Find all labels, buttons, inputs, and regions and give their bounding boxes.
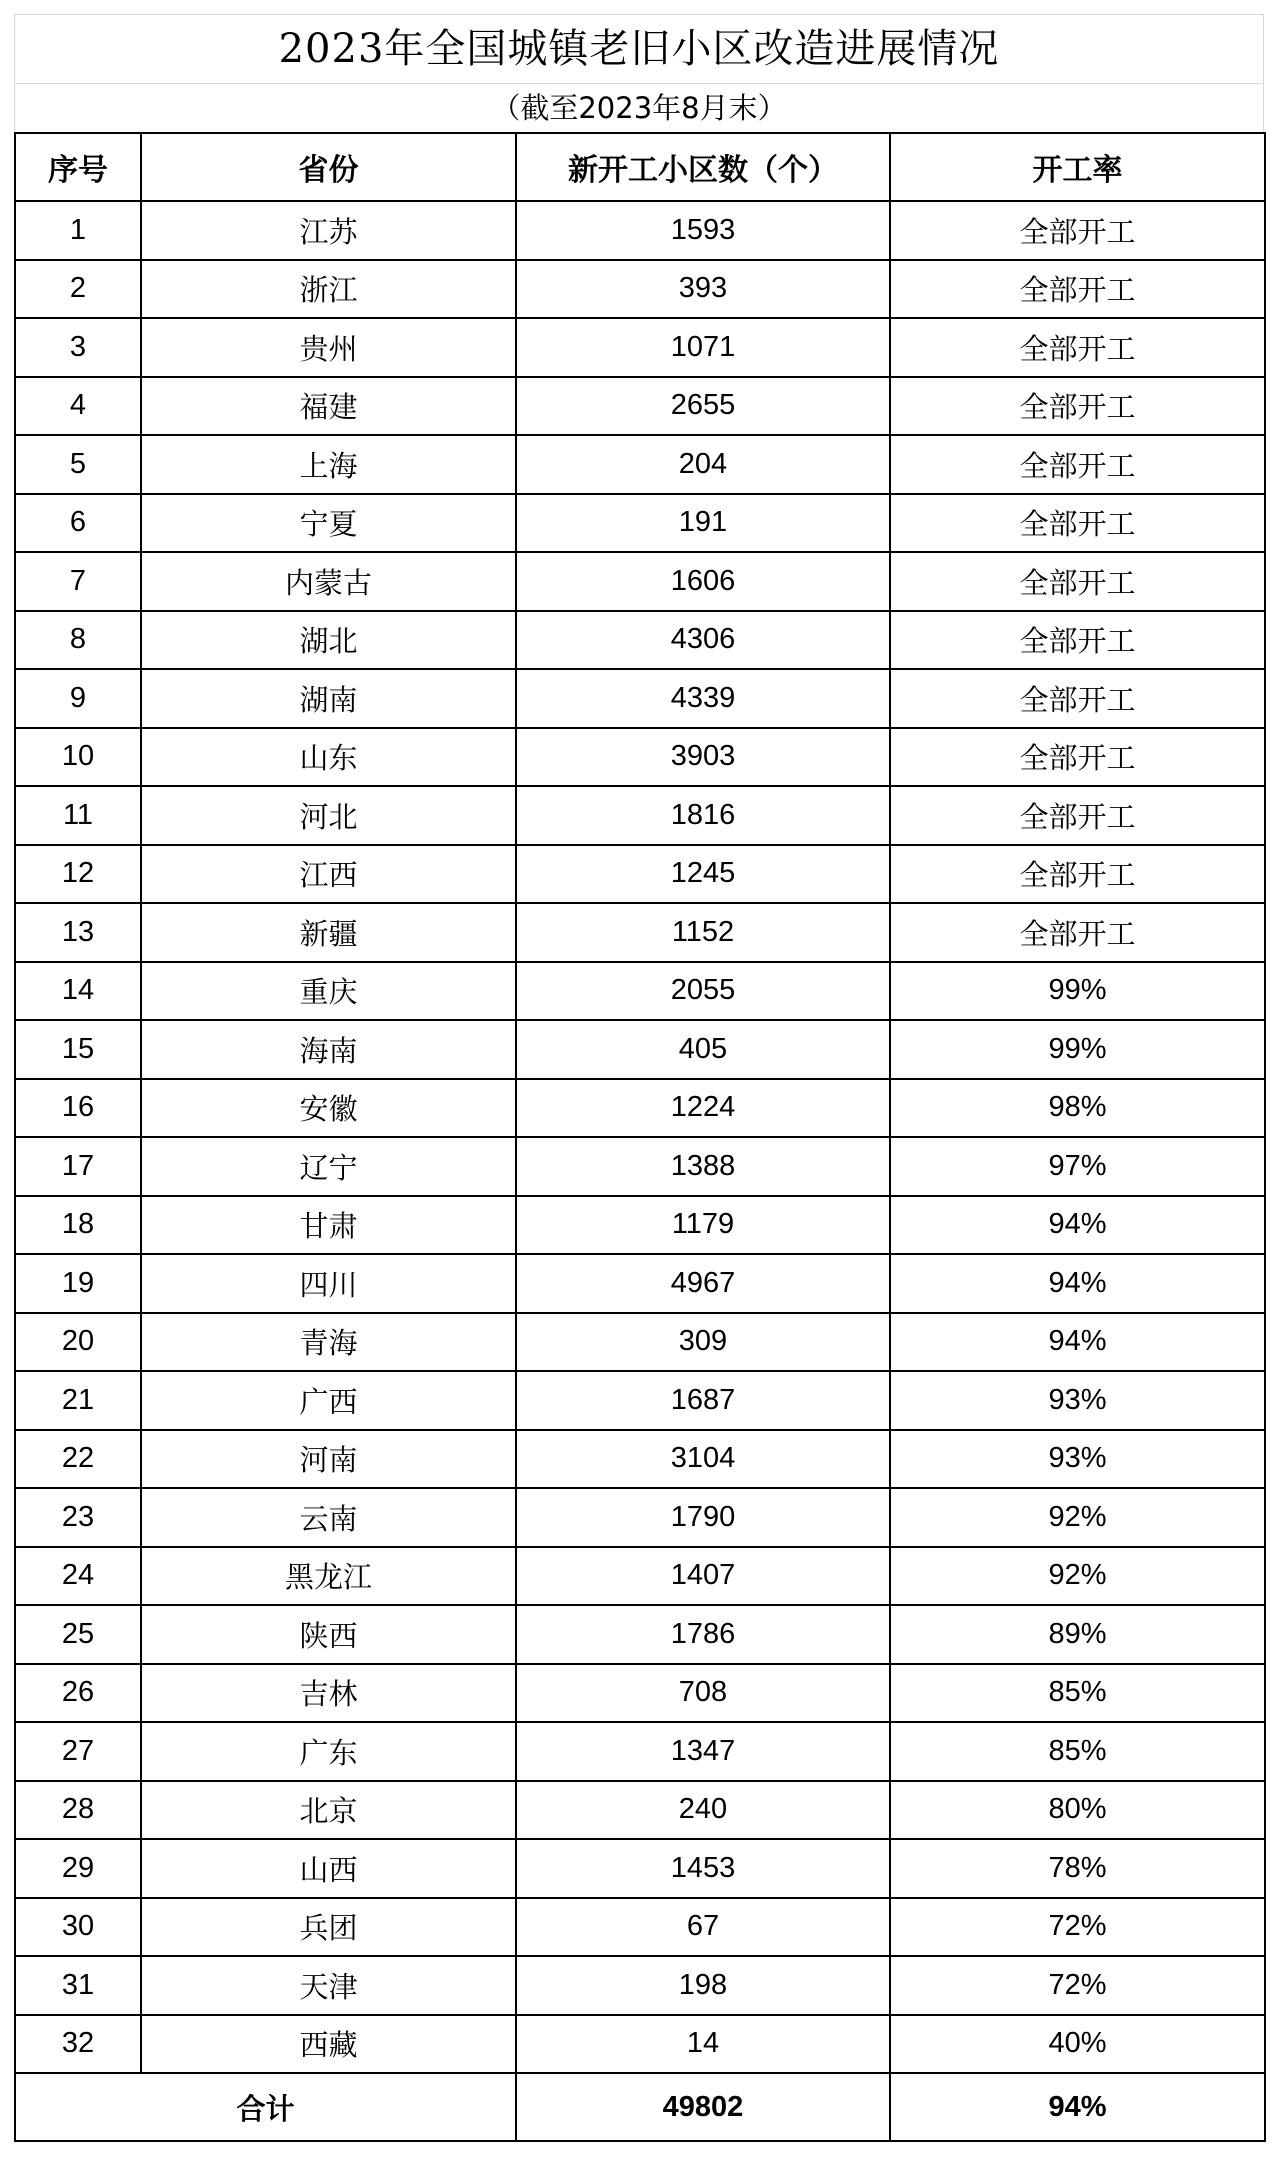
row-province: 吉林 bbox=[141, 1664, 516, 1723]
row-index: 15 bbox=[15, 1020, 141, 1079]
row-start-rate: 全部开工 bbox=[890, 318, 1265, 377]
row-index: 13 bbox=[15, 903, 141, 962]
row-province: 四川 bbox=[141, 1254, 516, 1313]
row-start-rate: 98% bbox=[890, 1079, 1265, 1138]
row-new-starts: 3104 bbox=[516, 1430, 890, 1489]
row-province: 山西 bbox=[141, 1839, 516, 1898]
row-province: 浙江 bbox=[141, 260, 516, 319]
row-new-starts: 1347 bbox=[516, 1722, 890, 1781]
row-start-rate: 72% bbox=[890, 1956, 1265, 2015]
row-index: 4 bbox=[15, 377, 141, 436]
table-row bbox=[15, 962, 1265, 1021]
table-row bbox=[15, 435, 1265, 494]
row-index: 27 bbox=[15, 1722, 141, 1781]
row-province: 西藏 bbox=[141, 2015, 516, 2074]
row-index: 29 bbox=[15, 1839, 141, 1898]
row-new-starts: 393 bbox=[516, 260, 890, 319]
row-province: 兵团 bbox=[141, 1898, 516, 1957]
row-start-rate: 94% bbox=[890, 1254, 1265, 1313]
row-new-starts: 4967 bbox=[516, 1254, 890, 1313]
row-start-rate: 97% bbox=[890, 1137, 1265, 1196]
row-start-rate: 80% bbox=[890, 1781, 1265, 1840]
row-start-rate: 78% bbox=[890, 1839, 1265, 1898]
page-subtitle: （截至2023年8月末） bbox=[491, 91, 787, 125]
row-new-starts: 1388 bbox=[516, 1137, 890, 1196]
table-row bbox=[15, 1956, 1265, 2015]
row-new-starts: 1245 bbox=[516, 845, 890, 904]
row-start-rate: 全部开工 bbox=[890, 201, 1265, 260]
table-row bbox=[15, 1605, 1265, 1664]
row-start-rate: 99% bbox=[890, 962, 1265, 1021]
row-new-starts: 1407 bbox=[516, 1547, 890, 1606]
row-start-rate: 全部开工 bbox=[890, 728, 1265, 787]
row-index: 3 bbox=[15, 318, 141, 377]
row-start-rate: 93% bbox=[890, 1430, 1265, 1489]
row-province: 贵州 bbox=[141, 318, 516, 377]
row-new-starts: 3903 bbox=[516, 728, 890, 787]
row-start-rate: 全部开工 bbox=[890, 669, 1265, 728]
row-province: 江西 bbox=[141, 845, 516, 904]
row-new-starts: 4339 bbox=[516, 669, 890, 728]
row-province: 重庆 bbox=[141, 962, 516, 1021]
row-province: 天津 bbox=[141, 1956, 516, 2015]
page-title: 2023年全国城镇老旧小区改造进展情况 bbox=[14, 14, 1264, 84]
row-start-rate: 全部开工 bbox=[890, 786, 1265, 845]
row-index: 23 bbox=[15, 1488, 141, 1547]
row-province: 广西 bbox=[141, 1371, 516, 1430]
row-index: 24 bbox=[15, 1547, 141, 1606]
row-start-rate: 85% bbox=[890, 1722, 1265, 1781]
table-row bbox=[15, 1488, 1265, 1547]
table-row bbox=[15, 494, 1265, 553]
row-new-starts: 1606 bbox=[516, 552, 890, 611]
header-province: 省份 bbox=[141, 133, 516, 201]
row-index: 26 bbox=[15, 1664, 141, 1723]
table-row bbox=[15, 845, 1265, 904]
row-new-starts: 1179 bbox=[516, 1196, 890, 1255]
row-province: 上海 bbox=[141, 435, 516, 494]
row-start-rate: 全部开工 bbox=[890, 260, 1265, 319]
row-start-rate: 全部开工 bbox=[890, 552, 1265, 611]
row-index: 30 bbox=[15, 1898, 141, 1957]
row-new-starts: 240 bbox=[516, 1781, 890, 1840]
table-row bbox=[15, 1547, 1265, 1606]
row-new-starts: 204 bbox=[516, 435, 890, 494]
table-row bbox=[15, 669, 1265, 728]
table-row bbox=[15, 552, 1265, 611]
row-index: 16 bbox=[15, 1079, 141, 1138]
row-index: 28 bbox=[15, 1781, 141, 1840]
table-row bbox=[15, 786, 1265, 845]
row-province: 宁夏 bbox=[141, 494, 516, 553]
table-row bbox=[15, 1254, 1265, 1313]
row-index: 12 bbox=[15, 845, 141, 904]
row-new-starts: 309 bbox=[516, 1313, 890, 1372]
row-start-rate: 94% bbox=[890, 1196, 1265, 1255]
row-index: 11 bbox=[15, 786, 141, 845]
table-row bbox=[15, 1196, 1265, 1255]
table-row bbox=[15, 1079, 1265, 1138]
table-row bbox=[15, 260, 1265, 319]
row-new-starts: 1593 bbox=[516, 201, 890, 260]
table-row bbox=[15, 1781, 1265, 1840]
row-province: 陕西 bbox=[141, 1605, 516, 1664]
row-new-starts: 1687 bbox=[516, 1371, 890, 1430]
row-province: 甘肃 bbox=[141, 1196, 516, 1255]
row-index: 14 bbox=[15, 962, 141, 1021]
table-row bbox=[15, 1430, 1265, 1489]
table-row bbox=[15, 1664, 1265, 1723]
row-index: 2 bbox=[15, 260, 141, 319]
table-row bbox=[15, 611, 1265, 670]
row-new-starts: 67 bbox=[516, 1898, 890, 1957]
row-index: 10 bbox=[15, 728, 141, 787]
row-new-starts: 1790 bbox=[516, 1488, 890, 1547]
table-row bbox=[15, 1020, 1265, 1079]
row-new-starts: 1816 bbox=[516, 786, 890, 845]
row-province: 云南 bbox=[141, 1488, 516, 1547]
row-province: 内蒙古 bbox=[141, 552, 516, 611]
progress-table bbox=[14, 132, 1266, 2142]
row-start-rate: 全部开工 bbox=[890, 494, 1265, 553]
header-row bbox=[15, 133, 1265, 201]
row-new-starts: 1224 bbox=[516, 1079, 890, 1138]
row-province: 青海 bbox=[141, 1313, 516, 1372]
row-province: 河北 bbox=[141, 786, 516, 845]
row-index: 1 bbox=[15, 201, 141, 260]
row-province: 河南 bbox=[141, 1430, 516, 1489]
row-index: 21 bbox=[15, 1371, 141, 1430]
row-start-rate: 全部开工 bbox=[890, 611, 1265, 670]
row-index: 5 bbox=[15, 435, 141, 494]
row-province: 安徽 bbox=[141, 1079, 516, 1138]
row-index: 17 bbox=[15, 1137, 141, 1196]
row-index: 18 bbox=[15, 1196, 141, 1255]
row-new-starts: 14 bbox=[516, 2015, 890, 2074]
row-start-rate: 72% bbox=[890, 1898, 1265, 1957]
row-index: 32 bbox=[15, 2015, 141, 2074]
row-province: 黑龙江 bbox=[141, 1547, 516, 1606]
row-start-rate: 全部开工 bbox=[890, 903, 1265, 962]
table-row bbox=[15, 728, 1265, 787]
total-row bbox=[15, 2073, 1265, 2141]
header-index: 序号 bbox=[15, 133, 141, 201]
row-new-starts: 4306 bbox=[516, 611, 890, 670]
row-start-rate: 92% bbox=[890, 1488, 1265, 1547]
table-row bbox=[15, 1313, 1265, 1372]
row-province: 新疆 bbox=[141, 903, 516, 962]
row-province: 海南 bbox=[141, 1020, 516, 1079]
row-index: 20 bbox=[15, 1313, 141, 1372]
row-province: 福建 bbox=[141, 377, 516, 436]
table-row bbox=[15, 903, 1265, 962]
total-label: 合计 bbox=[15, 2073, 516, 2141]
row-province: 江苏 bbox=[141, 201, 516, 260]
total-count: 49802 bbox=[516, 2073, 890, 2141]
row-start-rate: 92% bbox=[890, 1547, 1265, 1606]
row-start-rate: 94% bbox=[890, 1313, 1265, 1372]
row-province: 北京 bbox=[141, 1781, 516, 1840]
row-new-starts: 2055 bbox=[516, 962, 890, 1021]
row-start-rate: 85% bbox=[890, 1664, 1265, 1723]
row-index: 25 bbox=[15, 1605, 141, 1664]
row-new-starts: 198 bbox=[516, 1956, 890, 2015]
row-index: 19 bbox=[15, 1254, 141, 1313]
row-province: 山东 bbox=[141, 728, 516, 787]
row-start-rate: 93% bbox=[890, 1371, 1265, 1430]
row-new-starts: 1071 bbox=[516, 318, 890, 377]
row-start-rate: 89% bbox=[890, 1605, 1265, 1664]
row-start-rate: 全部开工 bbox=[890, 377, 1265, 436]
table-row bbox=[15, 1722, 1265, 1781]
row-index: 6 bbox=[15, 494, 141, 553]
row-new-starts: 708 bbox=[516, 1664, 890, 1723]
row-index: 31 bbox=[15, 1956, 141, 2015]
row-index: 22 bbox=[15, 1430, 141, 1489]
row-province: 湖北 bbox=[141, 611, 516, 670]
header-new-starts: 新开工小区数（个） bbox=[516, 133, 890, 201]
row-province: 广东 bbox=[141, 1722, 516, 1781]
row-start-rate: 40% bbox=[890, 2015, 1265, 2074]
row-start-rate: 全部开工 bbox=[890, 845, 1265, 904]
row-new-starts: 1152 bbox=[516, 903, 890, 962]
row-start-rate: 全部开工 bbox=[890, 435, 1265, 494]
table-row bbox=[15, 1137, 1265, 1196]
row-index: 9 bbox=[15, 669, 141, 728]
row-new-starts: 1786 bbox=[516, 1605, 890, 1664]
row-new-starts: 1453 bbox=[516, 1839, 890, 1898]
row-index: 7 bbox=[15, 552, 141, 611]
row-province: 湖南 bbox=[141, 669, 516, 728]
table-row bbox=[15, 318, 1265, 377]
table-row bbox=[15, 1371, 1265, 1430]
total-rate: 94% bbox=[890, 2073, 1265, 2141]
header-start-rate: 开工率 bbox=[890, 133, 1265, 201]
row-new-starts: 405 bbox=[516, 1020, 890, 1079]
table-row bbox=[15, 1839, 1265, 1898]
table-body bbox=[15, 201, 1265, 2073]
row-province: 辽宁 bbox=[141, 1137, 516, 1196]
row-start-rate: 99% bbox=[890, 1020, 1265, 1079]
table-row bbox=[15, 2015, 1265, 2074]
table-row bbox=[15, 1898, 1265, 1957]
row-index: 8 bbox=[15, 611, 141, 670]
row-new-starts: 191 bbox=[516, 494, 890, 553]
table-row bbox=[15, 377, 1265, 436]
row-new-starts: 2655 bbox=[516, 377, 890, 436]
table-row bbox=[15, 201, 1265, 260]
